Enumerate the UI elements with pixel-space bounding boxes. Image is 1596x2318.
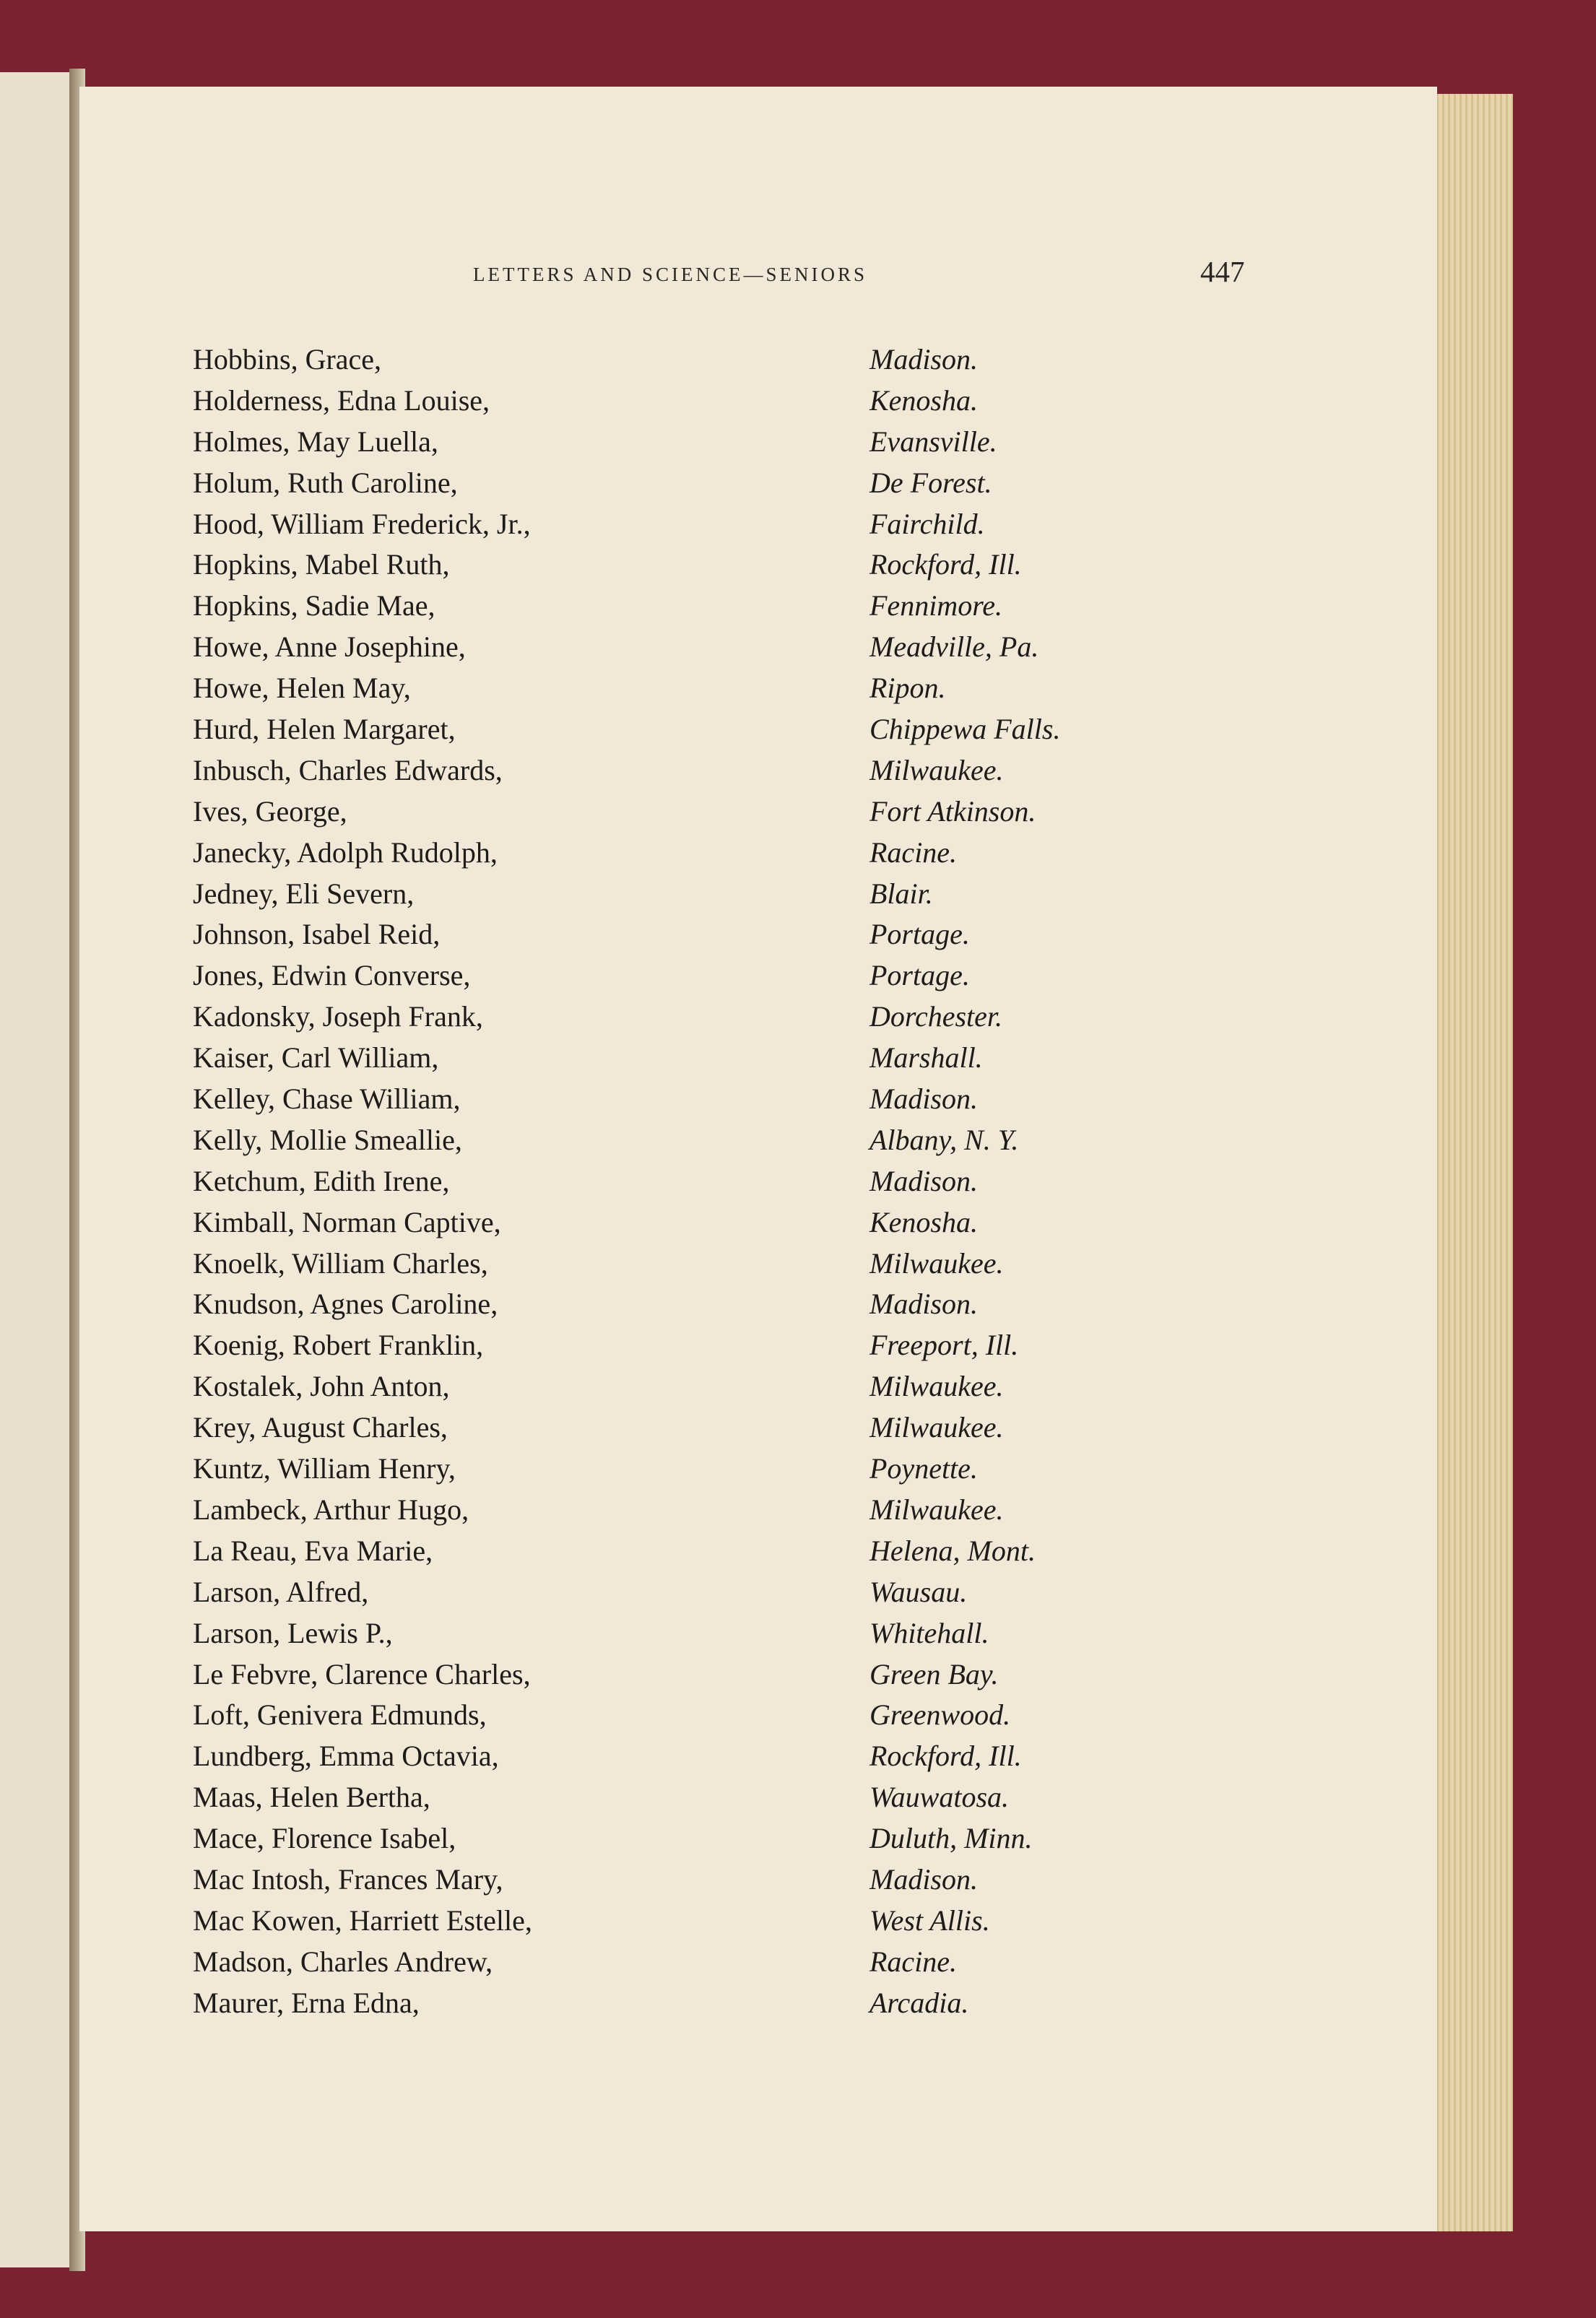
list-item xyxy=(193,1983,1204,2024)
list-item xyxy=(193,1407,1204,1449)
list-item xyxy=(193,750,1204,791)
list-item xyxy=(193,339,1204,381)
list-item xyxy=(193,1942,1204,1983)
student-name: Kuntz, William Henry, xyxy=(193,1452,456,1485)
student-name: Mac Intosh, Frances Mary, xyxy=(193,1862,503,1896)
list-item xyxy=(193,1243,1204,1285)
list-item xyxy=(193,668,1204,709)
student-name: Johnson, Isabel Reid, xyxy=(193,918,441,951)
student-name: Maurer, Erna Edna, xyxy=(193,1986,420,2019)
list-item xyxy=(193,1038,1204,1079)
list-item xyxy=(193,1818,1204,1859)
student-hometown: Racine. xyxy=(869,835,958,869)
student-hometown: Marshall. xyxy=(869,1041,983,1075)
student-hometown: Milwaukee. xyxy=(869,1493,1004,1526)
student-name: Holmes, May Luella, xyxy=(193,425,438,458)
list-item xyxy=(193,1654,1204,1696)
student-hometown: Milwaukee. xyxy=(869,1411,1004,1444)
student-hometown: Kenosha. xyxy=(869,1205,978,1238)
previous-page-edge xyxy=(0,72,74,2267)
student-list xyxy=(193,339,1204,2024)
list-item xyxy=(193,1120,1204,1161)
student-name: Lundberg, Emma Octavia, xyxy=(193,1740,499,1773)
student-name: Hopkins, Mabel Ruth, xyxy=(193,548,450,581)
list-item xyxy=(193,1202,1204,1243)
student-name: Hurd, Helen Margaret, xyxy=(193,713,456,746)
list-item xyxy=(193,1490,1204,1531)
student-hometown: Evansville. xyxy=(869,425,997,458)
student-name: Kostalek, John Anton, xyxy=(193,1370,450,1403)
student-hometown: De Forest. xyxy=(869,466,992,499)
list-item xyxy=(193,1777,1204,1818)
student-hometown: Green Bay. xyxy=(869,1657,999,1690)
student-hometown: Meadville, Pa. xyxy=(869,630,1039,664)
student-name: Krey, August Charles, xyxy=(193,1411,448,1444)
page-number: 447 xyxy=(1200,255,1245,288)
student-hometown: Milwaukee. xyxy=(869,753,1004,786)
list-item xyxy=(193,1531,1204,1572)
student-name: Kadonsky, Joseph Frank, xyxy=(193,1000,483,1033)
student-hometown: Milwaukee. xyxy=(869,1370,1004,1403)
list-item xyxy=(193,1695,1204,1736)
student-hometown: Madison. xyxy=(869,1164,978,1197)
student-name: Jones, Edwin Converse, xyxy=(193,959,471,992)
student-name: Madson, Charles Andrew, xyxy=(193,1945,493,1978)
student-hometown: Blair. xyxy=(869,877,933,910)
list-item xyxy=(193,544,1204,586)
student-hometown: Whitehall. xyxy=(869,1616,989,1649)
list-item xyxy=(193,1284,1204,1325)
list-item xyxy=(193,997,1204,1038)
list-item xyxy=(193,504,1204,545)
student-hometown: Wausau. xyxy=(869,1575,968,1608)
student-hometown: Chippewa Falls. xyxy=(869,713,1061,746)
list-item xyxy=(193,791,1204,833)
list-item xyxy=(193,709,1204,750)
student-name: Maas, Helen Bertha, xyxy=(193,1781,430,1814)
student-hometown: Madison. xyxy=(869,1862,978,1896)
student-name: Hopkins, Sadie Mae, xyxy=(193,589,435,622)
student-hometown: Racine. xyxy=(869,1945,958,1978)
list-item xyxy=(193,381,1204,422)
student-name: Mace, Florence Isabel, xyxy=(193,1822,456,1855)
student-hometown: Milwaukee. xyxy=(869,1246,1004,1280)
student-name: Loft, Genivera Edmunds, xyxy=(193,1698,487,1732)
student-name: Mac Kowen, Harriett Estelle, xyxy=(193,1904,532,1937)
student-name: Knudson, Agnes Caroline, xyxy=(193,1288,498,1321)
student-hometown: Duluth, Minn. xyxy=(869,1822,1033,1855)
student-name: Hood, William Frederick, Jr., xyxy=(193,507,531,540)
student-name: Larson, Alfred, xyxy=(193,1575,369,1608)
student-hometown: Madison. xyxy=(869,1082,978,1116)
student-name: Jedney, Eli Severn, xyxy=(193,877,415,910)
list-item xyxy=(193,586,1204,627)
list-item xyxy=(193,422,1204,463)
list-item xyxy=(193,1366,1204,1407)
student-name: Ives, George, xyxy=(193,794,347,828)
student-name: Janecky, Adolph Rudolph, xyxy=(193,835,498,869)
student-name: La Reau, Eva Marie, xyxy=(193,1534,433,1567)
student-hometown: Fennimore. xyxy=(869,589,1003,622)
student-name: Ketchum, Edith Irene, xyxy=(193,1164,450,1197)
student-hometown: Poynette. xyxy=(869,1452,978,1485)
running-head: LETTERS AND SCIENCE—SENIORS xyxy=(473,264,868,285)
student-hometown: Wauwatosa. xyxy=(869,1781,1010,1814)
student-name: Kelly, Mollie Smeallie, xyxy=(193,1123,462,1156)
list-item xyxy=(193,1325,1204,1366)
student-name: Holderness, Edna Louise, xyxy=(193,383,490,417)
student-hometown: West Allis. xyxy=(869,1904,990,1937)
list-item xyxy=(193,914,1204,955)
list-item xyxy=(193,1079,1204,1120)
list-item xyxy=(193,627,1204,668)
student-name: Kelley, Chase William, xyxy=(193,1082,461,1116)
student-hometown: Ripon. xyxy=(869,672,946,705)
student-hometown: Albany, N. Y. xyxy=(869,1123,1019,1156)
student-hometown: Madison. xyxy=(869,343,978,376)
student-hometown: Greenwood. xyxy=(869,1698,1011,1732)
student-name: Larson, Lewis P., xyxy=(193,1616,393,1649)
student-name: Howe, Anne Josephine, xyxy=(193,630,466,664)
student-name: Knoelk, William Charles, xyxy=(193,1246,488,1280)
list-item xyxy=(193,874,1204,915)
student-hometown: Kenosha. xyxy=(869,383,978,417)
student-hometown: Arcadia. xyxy=(869,1986,969,2019)
student-name: Kaiser, Carl William, xyxy=(193,1041,439,1075)
list-item xyxy=(193,1449,1204,1490)
student-hometown: Madison. xyxy=(869,1288,978,1321)
student-hometown: Portage. xyxy=(869,959,970,992)
student-name: Kimball, Norman Captive, xyxy=(193,1205,501,1238)
list-item xyxy=(193,1859,1204,1901)
student-hometown: Freeport, Ill. xyxy=(869,1329,1019,1362)
list-item xyxy=(193,1901,1204,1942)
student-hometown: Rockford, Ill. xyxy=(869,1740,1022,1773)
student-hometown: Rockford, Ill. xyxy=(869,548,1022,581)
list-item xyxy=(193,1572,1204,1613)
student-name: Inbusch, Charles Edwards, xyxy=(193,753,503,786)
student-name: Holum, Ruth Caroline, xyxy=(193,466,458,499)
list-item xyxy=(193,463,1204,504)
student-name: Koenig, Robert Franklin, xyxy=(193,1329,484,1362)
student-name: Le Febvre, Clarence Charles, xyxy=(193,1657,531,1690)
list-item xyxy=(193,955,1204,997)
student-name: Howe, Helen May, xyxy=(193,672,411,705)
student-hometown: Fort Atkinson. xyxy=(869,794,1036,828)
list-item xyxy=(193,1613,1204,1654)
student-hometown: Fairchild. xyxy=(869,507,985,540)
student-name: Hobbins, Grace, xyxy=(193,343,382,376)
student-hometown: Dorchester. xyxy=(869,1000,1003,1033)
list-item xyxy=(193,1161,1204,1202)
student-hometown: Portage. xyxy=(869,918,970,951)
list-item xyxy=(193,833,1204,874)
student-name: Lambeck, Arthur Hugo, xyxy=(193,1493,469,1526)
student-hometown: Helena, Mont. xyxy=(869,1534,1036,1567)
list-item xyxy=(193,1736,1204,1777)
